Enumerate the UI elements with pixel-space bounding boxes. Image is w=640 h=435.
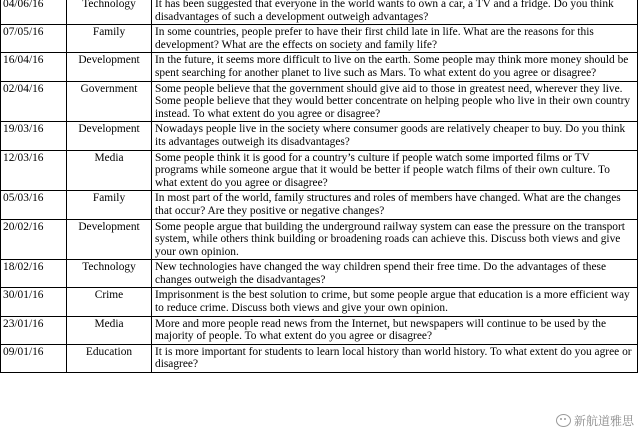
table-row	[1, 0, 638, 25]
table-row	[1, 25, 638, 53]
topic-cell: In most part of the world, family structures and roles of members have changed. What are the changes that occur? Are they positive or negative changes?	[152, 191, 638, 219]
table-row	[1, 316, 638, 344]
category-cell: Development	[67, 53, 152, 81]
table-row	[1, 260, 638, 288]
category-cell: Technology	[67, 0, 152, 25]
date-cell: 05/03/16	[1, 191, 67, 219]
table-row	[1, 344, 638, 372]
date-cell: 09/01/16	[1, 344, 67, 372]
topic-cell: In the future, it seems more difficult to live on the earth. Some people may think more money should be spent searching for another planet to live such as Mars. To what extent do you agree or disagree?	[152, 53, 638, 81]
category-cell: Family	[67, 25, 152, 53]
topic-cell: In some countries, people prefer to have their first child late in life. What are the reasons for this development? What are the effects on society and family life?	[152, 25, 638, 53]
topic-cell: Nowadays people live in the society where consumer goods are relatively cheaper to buy. Do you think its advantages outweigh its disadvantages?	[152, 122, 638, 150]
table-row	[1, 81, 638, 122]
date-cell: 18/02/16	[1, 260, 67, 288]
table-row	[1, 53, 638, 81]
table-row	[1, 191, 638, 219]
topic-cell: Imprisonment is the best solution to crime, but some people argue that education is a more efficient way to reduce crime. Discuss both views and give your own opinion.	[152, 288, 638, 316]
watermark-text: 新航道雅思	[573, 414, 634, 428]
category-cell: Development	[67, 122, 152, 150]
category-cell: Media	[67, 316, 152, 344]
date-cell: 12/03/16	[1, 150, 67, 191]
category-cell: Media	[67, 150, 152, 191]
topic-cell: Some people believe that the government should give aid to those in greatest need, wherever they live. Some people believe that they would better concentrate on helping people who live in their own country instead. To what extent do you agree or disagree?	[152, 81, 638, 122]
category-cell: Crime	[67, 288, 152, 316]
table-row	[1, 288, 638, 316]
category-cell: Education	[67, 344, 152, 372]
table-row	[1, 150, 638, 191]
category-cell: Development	[67, 219, 152, 260]
date-cell: 02/04/16	[1, 81, 67, 122]
date-cell: 30/01/16	[1, 288, 67, 316]
date-cell: 16/04/16	[1, 53, 67, 81]
date-cell: 07/05/16	[1, 25, 67, 53]
table-row	[1, 219, 638, 260]
date-cell: 04/06/16	[1, 0, 67, 25]
topic-cell: New technologies have changed the way children spend their free time. Do the advantages of these changes outweigh the disadvantages?	[152, 260, 638, 288]
wechat-icon	[556, 414, 571, 427]
date-cell: 20/02/16	[1, 219, 67, 260]
table-row	[1, 122, 638, 150]
date-cell: 23/01/16	[1, 316, 67, 344]
topic-cell: Some people think it is good for a country’s culture if people watch some imported films or TV programs while someone argue that it would be better if people watch films of their own culture. To what extent do you agree or disagree?	[152, 150, 638, 191]
watermark	[554, 412, 636, 429]
topic-cell: It has been suggested that everyone in the world wants to own a car, a TV and a fridge. Do you think disadvantages of such a development outweigh advantages?	[152, 0, 638, 25]
date-cell: 19/03/16	[1, 122, 67, 150]
category-cell: Family	[67, 191, 152, 219]
topic-cell: More and more people read news from the Internet, but newspapers will continue to be used by the majority of people. To what extent do you agree or disagree?	[152, 316, 638, 344]
category-cell: Government	[67, 81, 152, 122]
topic-cell: Some people argue that building the underground railway system can ease the pressure on the transport system, while others think building or broadening roads can achieve this. Discuss both views and give your own opinion.	[152, 219, 638, 260]
topic-cell: It is more important for students to learn local history than world history. To what extent do you agree or disagree?	[152, 344, 638, 372]
category-cell: Technology	[67, 260, 152, 288]
